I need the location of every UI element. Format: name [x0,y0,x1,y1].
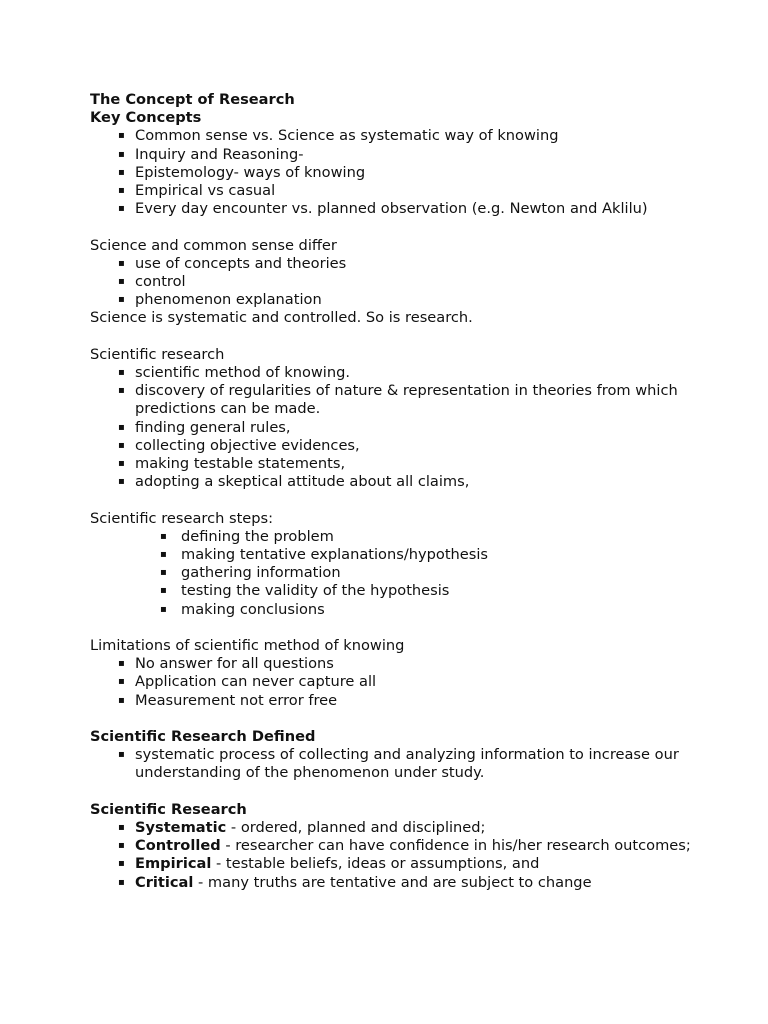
bullet-icon: ▪ [160,549,167,561]
term: Empirical [135,855,212,873]
bullet-icon: ▪ [118,294,125,306]
list-item: ▪ control [118,273,186,291]
bullet-icon: ▪ [118,421,125,433]
bullet-icon: ▪ [160,567,167,579]
list-item: ▪ making testable statements, [118,455,346,473]
bullet-icon: ▪ [118,676,125,688]
bullet-icon: ▪ [118,694,125,706]
bullet-icon: ▪ [160,530,167,542]
term-description: - testable beliefs, ideas or assumptions, and [211,855,540,873]
list-item: ▪ making conclusions [160,600,325,618]
list-item: ▪ use of concepts and theories [118,254,347,272]
bullet-icon: ▪ [118,203,125,215]
limitations-heading: Limitations of scientific method of knowing [90,637,405,655]
science-conclusion: Science is systematic and controlled. So is research. [90,309,473,327]
list-item [90,855,708,873]
bullet-icon: ▪ [118,476,125,488]
document-title: The Concept of Research [90,91,295,108]
list-item [90,874,708,892]
bullet-icon: ▪ [118,658,125,670]
bullet-icon: ▪ [118,876,125,888]
bullet-icon: ▪ [118,439,125,451]
research-characteristics-heading: Scientific Research [90,800,247,818]
bullet-icon: ▪ [118,185,125,197]
research-defined-list [90,746,708,782]
list-item: ▪ Every day encounter vs. planned observation (e.g. Newton and Aklilu) [118,200,648,218]
bullet-icon: ▪ [118,148,125,160]
list-item: ▪ making tentative explanations/hypothesis [160,546,489,564]
list-item [90,819,708,837]
research-steps-heading: Scientific research steps: [90,509,274,527]
scientific-research-list [90,364,708,491]
bullet-icon: ▪ [118,749,125,761]
research-characteristics-list [90,819,708,892]
science-common-sense-list [90,255,708,310]
list-item: ▪ defining the problem [160,527,334,545]
key-concepts-heading: Key Concepts [90,109,202,127]
list-item: ▪ finding general rules, [118,418,291,436]
scientific-research-heading: Scientific research [90,345,225,363]
bullet-icon: ▪ [160,585,167,597]
science-common-sense-heading: Science and common sense differ [90,236,337,254]
list-item: ▪ Application can never capture all [118,673,377,691]
list-item: ▪ discovery of regularities of nature & representation in theories from which predictions can be made. [118,382,678,418]
term: Controlled [135,837,221,855]
bullet-icon: ▪ [118,385,125,397]
list-item [90,837,708,855]
list-item: ▪ phenomenon explanation [118,291,322,309]
bullet-icon: ▪ [118,840,125,852]
list-item: ▪ Inquiry and Reasoning- [118,145,304,163]
term: Systematic [135,819,227,837]
bullet-icon: ▪ [118,458,125,470]
bullet-icon: ▪ [118,822,125,834]
term-description: - many truths are tentative and are subject to change [193,873,592,891]
research-steps-list [90,528,708,619]
bullet-icon: ▪ [118,276,125,288]
list-item: ▪ Measurement not error free [118,691,338,709]
list-item: ▪ gathering information [160,564,341,582]
bullet-icon: ▪ [118,858,125,870]
bullet-icon: ▪ [160,603,167,615]
bullet-icon: ▪ [118,257,125,269]
term-description: - ordered, planned and disciplined; [226,819,486,837]
bullet-icon: ▪ [118,367,125,379]
list-item: ▪ adopting a skeptical attitude about all claims, [118,473,470,491]
bullet-icon: ▪ [118,166,125,178]
list-item: ▪ Common sense vs. Science as systematic way of knowing [118,127,559,145]
list-item: ▪ testing the validity of the hypothesis [160,582,450,600]
research-defined-heading: Scientific Research Defined [90,728,316,746]
term: Critical [135,873,194,891]
list-item: ▪ collecting objective evidences, [118,436,360,454]
list-item: ▪ No answer for all questions [118,655,334,673]
list-item: ▪ Epistemology- ways of knowing [118,163,366,181]
bullet-icon: ▪ [118,130,125,142]
term-description: - researcher can have confidence in his/her research outcomes; [220,837,691,855]
list-item: ▪ systematic process of collecting and analyzing information to increase our understanding of the phenomenon under study. [118,746,679,782]
list-item: ▪ Empirical vs casual [118,182,276,200]
key-concepts-list [90,127,708,218]
list-item: ▪ scientific method of knowing. [118,364,351,382]
limitations-list [90,655,708,710]
